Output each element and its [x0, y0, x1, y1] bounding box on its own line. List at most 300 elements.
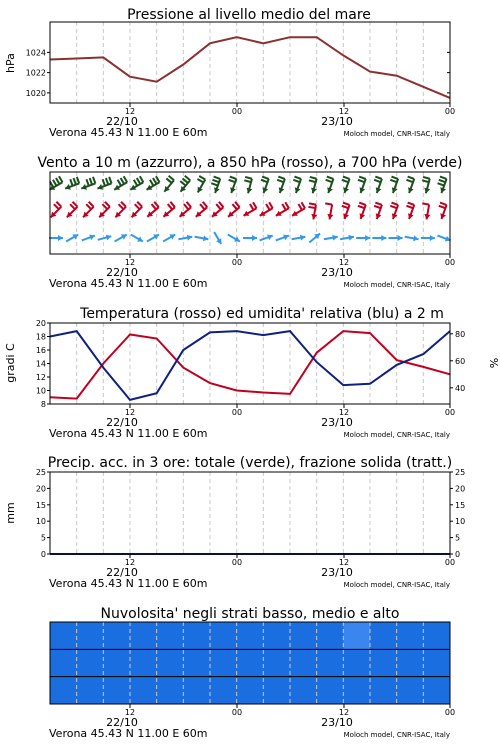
precipitation-right-ytick-label: 15: [455, 500, 466, 510]
cloud-cell: [370, 677, 397, 704]
cloud-cell: [77, 622, 104, 649]
wind-barb-feather: [214, 177, 221, 179]
precipitation-ytick-label: 10: [35, 517, 46, 527]
wind-barb: [98, 235, 112, 241]
wind-barb-feather: [230, 177, 237, 179]
wind-barb: [406, 203, 414, 219]
pressure-ytick-label: 1020: [25, 88, 46, 98]
pressure-ytick-label: 1024: [25, 48, 46, 58]
cloud-xtick-label: 00: [444, 708, 456, 717]
wind-barb-feather: [406, 180, 413, 182]
wind-barb-feather: [358, 180, 365, 182]
wind-xtick-label: 12: [338, 258, 350, 267]
wind-barb: [49, 235, 63, 241]
precipitation-right-ytick-label: 5: [455, 533, 461, 543]
wind-barb: [325, 203, 333, 219]
cloud-xticks: [49, 704, 455, 740]
cloud-cell: [423, 622, 450, 649]
wind-barb-feather: [168, 204, 172, 209]
wind-barb: [82, 235, 95, 241]
wind-barb: [326, 177, 334, 193]
cloud-cell: [290, 677, 317, 704]
wind-barb-feather: [229, 180, 236, 182]
wind-barb: [293, 177, 301, 193]
pressure-date-label: 23/10: [321, 115, 353, 128]
wind-barb-feather: [294, 177, 301, 179]
wind-xticks: [49, 254, 455, 290]
wind-barb-feather: [124, 176, 128, 182]
precipitation-title: Precip. acc. in 3 ore: totale (verde), frazione solida (tratt.): [47, 455, 453, 471]
precipitation-xtick-label: 12: [124, 558, 136, 567]
temperature-xtick-label: 00: [444, 408, 456, 417]
wind-barb: [180, 202, 191, 217]
wind-barb-feather: [184, 204, 188, 209]
wind-barb-feather: [390, 206, 397, 208]
wind-barb-feather: [325, 203, 332, 204]
wind-barb-feather: [134, 180, 138, 186]
wind-date-label: 22/10: [106, 266, 138, 279]
wind-barb-feather: [203, 202, 207, 207]
wind-barb: [260, 235, 273, 241]
pressure-grid: [77, 22, 424, 103]
pressure-series: [50, 37, 450, 98]
temperature-xticks: [49, 404, 455, 440]
wind-barb-feather: [235, 202, 239, 207]
wind-barb: [83, 202, 94, 218]
wind-barb: [214, 232, 221, 244]
cloud-cell: [370, 622, 397, 649]
wind-barb: [228, 202, 239, 217]
wind-barb-feather: [278, 177, 285, 179]
cloud-cell: [237, 622, 264, 649]
wind-barb-head: [398, 235, 403, 241]
wind-barb-feather: [169, 176, 174, 180]
cloud-cell: [50, 649, 77, 676]
wind-barb-feather: [308, 207, 315, 208]
cloud-cell: [103, 649, 130, 676]
wind-barb-feather: [262, 177, 269, 179]
wind-barb-feather: [153, 178, 157, 184]
wind-barb: [244, 177, 252, 193]
pressure-ytick-label: 1022: [25, 68, 46, 78]
temperature-date-label: 22/10: [106, 416, 138, 429]
wind-barb: [228, 235, 240, 242]
precipitation-credit: Moloch model, CNR-ISAC, Italy: [343, 581, 450, 589]
cloud-cell: [263, 649, 290, 676]
wind-barb: [437, 236, 450, 242]
pressure-xticks: [49, 103, 455, 139]
wind-xtick-label: 00: [231, 258, 243, 267]
cloud-xtick-label: 12: [338, 708, 350, 717]
temperature-ytick-label: 8: [40, 400, 46, 409]
cloud-cell: [317, 622, 344, 649]
cloud-cell: [263, 622, 290, 649]
wind-barb-feather: [277, 180, 284, 182]
wind-barb-feather: [261, 180, 268, 182]
wind-date-label: 23/10: [321, 266, 353, 279]
wind-barb: [358, 177, 366, 193]
precipitation-yticks: [36, 468, 465, 559]
cloud-cell: [103, 677, 130, 704]
wind-barb: [292, 202, 305, 216]
wind-barb-feather: [137, 202, 142, 207]
wind-barb-feather: [285, 202, 289, 208]
wind-barb-feather: [53, 180, 57, 186]
wind-location: Verona 45.43 N 11.00 E 60m: [49, 277, 208, 290]
pressure-xtick-label: 00: [231, 107, 243, 116]
temperature-ytick-label: 18: [35, 332, 46, 342]
humidity-ytick-label: 60: [455, 356, 466, 366]
wind-barb: [308, 203, 317, 219]
humidity-line: [50, 331, 450, 400]
wind-barb-feather: [106, 178, 108, 185]
wind-barb-feather: [166, 178, 171, 182]
wind-barb-feather: [70, 204, 75, 209]
wind-barb-feather: [212, 180, 219, 182]
precipitation-location: Verona 45.43 N 11.00 E 60m: [49, 577, 208, 590]
cloud-title: Nuvolosita' negli strati basso, medio e alto: [100, 606, 400, 622]
cloud-date-label: 22/10: [106, 716, 138, 729]
temperature-xtick-label: 12: [124, 408, 136, 417]
wind-barb-feather: [244, 180, 251, 182]
cloud-cells: [50, 622, 451, 704]
cloud-cell: [157, 622, 184, 649]
wind-barb-feather: [408, 203, 415, 205]
wind-barb-feather: [438, 183, 445, 185]
wind-barb-feather: [121, 202, 126, 207]
temperature-title: Temperatura (rosso) ed umidita' relativa (blu) a 2 m: [80, 306, 444, 322]
wind-barb: [372, 235, 386, 241]
wind-barb: [164, 176, 174, 192]
wind-barb: [229, 177, 237, 193]
wind-barb: [81, 177, 95, 190]
wind-barb-feather: [86, 179, 88, 186]
wind-panel: [37, 155, 462, 290]
temperature-line: [50, 331, 450, 399]
cloud-cell: [290, 622, 317, 649]
temperature-xtick-label: 12: [338, 408, 350, 417]
wind-barb-feather: [266, 204, 270, 210]
precipitation-panel: [4, 455, 465, 590]
cloud-location: Verona 45.43 N 11.00 E 60m: [49, 727, 208, 740]
wind-barb-feather: [293, 180, 300, 182]
wind-barb-feather: [232, 204, 236, 209]
pressure-title: Pressione al livello medio del mare: [127, 7, 371, 23]
cloud-cell: [183, 622, 210, 649]
wind-barb-feather: [199, 176, 205, 180]
wind-barb: [147, 176, 160, 190]
wind-barb: [196, 202, 207, 217]
cloud-cell: [397, 649, 424, 676]
cloud-cell: [263, 677, 290, 704]
wind-barb-feather: [216, 204, 220, 209]
wind-barb-feather: [245, 177, 252, 179]
wind-barb: [197, 176, 205, 192]
wind-barb: [439, 203, 447, 219]
wind-barb-feather: [310, 177, 317, 179]
wind-barb: [374, 177, 382, 193]
humidity-ylabel: %: [487, 357, 500, 369]
temperature-ytick-label: 16: [35, 346, 46, 355]
wind-barb: [374, 203, 382, 219]
wind-barb-feather: [140, 176, 144, 182]
wind-barb-feather: [374, 206, 381, 208]
wind-barb: [389, 235, 403, 241]
wind-barb-feather: [374, 180, 381, 182]
wind-barb: [390, 177, 398, 193]
temperature-date-label: 23/10: [321, 416, 353, 429]
temperature-location: Verona 45.43 N 11.00 E 60m: [49, 427, 208, 440]
pressure-xtick-label: 00: [444, 107, 456, 116]
wind-barb: [212, 202, 224, 217]
cloud-cell: [317, 649, 344, 676]
precipitation-xtick-label: 00: [231, 558, 243, 567]
precipitation-ytick-label: 25: [35, 468, 46, 477]
cloud-cell: [130, 677, 157, 704]
cloud-cell: [397, 677, 424, 704]
cloud-cell: [290, 649, 317, 676]
precipitation-xtick-label: 00: [444, 558, 456, 567]
wind-barb: [115, 202, 126, 218]
temperature-ytick-label: 14: [35, 359, 46, 369]
wind-barb: [50, 176, 63, 190]
wind-barb-feather: [187, 202, 191, 207]
wind-barb: [309, 177, 317, 193]
cloud-credit: Moloch model, CNR-ISAC, Italy: [343, 731, 450, 739]
wind-barb-feather: [77, 177, 79, 184]
cloud-cell: [317, 677, 344, 704]
wind-barb-feather: [440, 203, 447, 205]
wind-barb: [115, 234, 127, 241]
wind-barb-feather: [59, 176, 63, 182]
wind-barb-feather: [342, 206, 349, 208]
cloud-cell: [50, 677, 77, 704]
wind-barb-feather: [439, 180, 446, 182]
wind-xtick-label: 12: [124, 258, 136, 267]
wind-barb: [97, 177, 111, 190]
wind-credit: Moloch model, CNR-ISAC, Italy: [343, 281, 450, 289]
wind-barb: [277, 177, 285, 193]
cloud-panel: [49, 606, 455, 740]
wind-barb-feather: [250, 204, 254, 210]
wind-barb-head: [252, 235, 257, 241]
precipitation-right-ytick-label: 25: [455, 468, 466, 477]
precipitation-xticks: [49, 554, 455, 590]
cloud-cell: [423, 677, 450, 704]
wind-barb-feather: [150, 180, 154, 186]
cloud-cell: [130, 649, 157, 676]
temperature-panel: [4, 306, 500, 440]
cloud-cell: [103, 622, 130, 649]
cloud-cell: [343, 649, 370, 676]
wind-barb-feather: [301, 202, 305, 208]
wind-barb-feather: [343, 177, 350, 179]
wind-barbs: [49, 176, 451, 244]
wind-barb-feather: [342, 180, 349, 182]
wind-barb-feather: [170, 202, 174, 207]
cloud-cell: [343, 677, 370, 704]
wind-barb-feather: [185, 176, 190, 180]
wind-barb-feather: [390, 180, 397, 182]
wind-barb-feather: [406, 206, 413, 208]
wind-barb-feather: [105, 202, 110, 207]
cloud-cell: [183, 649, 210, 676]
wind-barb-feather: [423, 177, 430, 179]
wind-barb-feather: [219, 202, 223, 207]
cloud-cell: [157, 649, 184, 676]
wind-barb: [276, 202, 289, 216]
wind-barb-head: [365, 235, 370, 241]
pressure-credit: Moloch model, CNR-ISAC, Italy: [343, 130, 450, 138]
cloud-xtick-label: 12: [124, 708, 136, 717]
precipitation-frame: [50, 472, 450, 554]
wind-barb-feather: [309, 203, 316, 204]
precipitation-right-ytick-label: 0: [455, 550, 461, 559]
precipitation-xtick-label: 12: [338, 558, 350, 567]
wind-barb-feather: [439, 206, 446, 208]
pressure-line: [50, 37, 450, 98]
wind-barb-feather: [375, 177, 382, 179]
precipitation-right-ytick-label: 10: [455, 517, 466, 527]
wind-barb-feather: [56, 178, 60, 184]
cloud-cell: [210, 622, 237, 649]
wind-barb: [406, 177, 414, 193]
wind-barb-feather: [197, 179, 203, 183]
temperature-xtick-label: 00: [231, 408, 243, 417]
temperature-credit: Moloch model, CNR-ISAC, Italy: [343, 431, 450, 439]
wind-barb-feather: [253, 202, 256, 208]
wind-barb-feather: [135, 204, 140, 209]
wind-xtick-label: 00: [444, 258, 456, 267]
humidity-ytick-label: 80: [455, 329, 466, 339]
pressure-date-label: 22/10: [106, 115, 138, 128]
wind-barb: [195, 235, 209, 241]
cloud-cell: [343, 622, 370, 649]
wind-barb-feather: [408, 177, 415, 179]
wind-barb: [260, 202, 273, 216]
wind-barb-feather: [359, 177, 366, 179]
wind-barb: [340, 235, 354, 241]
temperature-ytick-label: 12: [35, 373, 46, 382]
wind-barb-feather: [119, 204, 124, 209]
wind-barb-feather: [422, 203, 429, 204]
wind-barb-feather: [103, 179, 105, 186]
precipitation-ytick-label: 15: [35, 500, 46, 510]
wind-barb-feather: [375, 203, 382, 205]
wind-barb-feather: [309, 180, 316, 182]
wind-barb-feather: [137, 178, 141, 184]
wind-barb: [99, 202, 110, 218]
cloud-xtick-label: 00: [231, 708, 243, 717]
cloud-cell: [210, 677, 237, 704]
pressure-ylabel: hPa: [4, 53, 17, 73]
wind-barb-feather: [109, 177, 111, 184]
wind-barb-head: [381, 235, 386, 241]
pressure-xtick-label: 12: [338, 107, 350, 116]
cloud-cell: [237, 677, 264, 704]
wind-barb-feather: [93, 177, 95, 184]
wind-barb: [114, 176, 127, 190]
wind-barb-head: [430, 235, 435, 241]
wind-barb-feather: [121, 178, 125, 184]
wind-barb-feather: [200, 204, 204, 209]
wind-barb-feather: [211, 183, 218, 185]
wind-barb-feather: [326, 180, 333, 182]
wind-barb: [292, 235, 306, 241]
wind-barb-feather: [118, 180, 122, 186]
precipitation-right-ytick-label: 20: [455, 484, 466, 494]
wind-barb: [244, 202, 257, 216]
precipitation-ylabel: mm: [4, 502, 17, 524]
wind-barb-feather: [359, 203, 366, 205]
wind-barb: [163, 234, 175, 241]
temperature-series: [50, 331, 450, 400]
pressure-xtick-label: 12: [124, 107, 136, 116]
humidity-ytick-label: 40: [455, 383, 466, 393]
wind-barb-feather: [343, 203, 350, 205]
wind-barb-feather: [74, 178, 76, 185]
precipitation-date-label: 22/10: [106, 566, 138, 579]
wind-title: Vento a 10 m (azzurro), a 850 hPa (rosso), a 700 hPa (verde): [37, 155, 463, 171]
wind-barb-feather: [282, 204, 286, 210]
wind-barb: [131, 235, 143, 242]
wind-barb: [67, 202, 78, 218]
wind-barb: [276, 235, 289, 241]
cloud-cell: [370, 649, 397, 676]
cloud-cell: [183, 677, 210, 704]
wind-barb: [51, 202, 62, 218]
wind-barb-feather: [86, 204, 91, 209]
precipitation-date-label: 23/10: [321, 566, 353, 579]
wind-barb: [356, 235, 370, 241]
pressure-panel: [4, 7, 455, 139]
wind-barb-feather: [269, 202, 273, 208]
wind-barb-feather: [70, 179, 72, 186]
cloud-cell: [77, 649, 104, 676]
precipitation-ytick-label: 5: [40, 533, 46, 543]
wind-barb-feather: [152, 204, 156, 209]
wind-barb: [243, 235, 257, 241]
wind-barb-head: [58, 235, 63, 241]
wind-barb: [132, 202, 143, 218]
wind-barb: [147, 234, 159, 241]
wind-barb: [180, 176, 190, 192]
wind-barb: [309, 234, 320, 243]
wind-barb: [261, 177, 269, 193]
wind-barb-feather: [440, 177, 447, 179]
wind-barb: [130, 176, 143, 190]
precipitation-ytick-label: 0: [40, 550, 46, 559]
wind-barb-feather: [391, 177, 398, 179]
wind-barb: [438, 177, 447, 193]
temperature-ytick-label: 20: [35, 319, 46, 328]
wind-barb-feather: [90, 178, 92, 185]
wind-barb-feather: [89, 202, 94, 207]
wind-barb: [405, 235, 419, 241]
cloud-cell: [397, 622, 424, 649]
cloud-cell: [50, 622, 77, 649]
wind-barb: [211, 177, 220, 193]
wind-barb-feather: [358, 206, 365, 208]
temperature-ytick-label: 10: [35, 386, 46, 396]
temperature-ylabel: gradi C: [4, 343, 17, 383]
precipitation-grid: [77, 472, 424, 554]
cloud-date-label: 23/10: [321, 716, 353, 729]
wind-barb-feather: [327, 177, 334, 179]
cloud-cell: [210, 649, 237, 676]
wind-barb: [163, 202, 175, 217]
wind-barb-feather: [56, 202, 61, 207]
